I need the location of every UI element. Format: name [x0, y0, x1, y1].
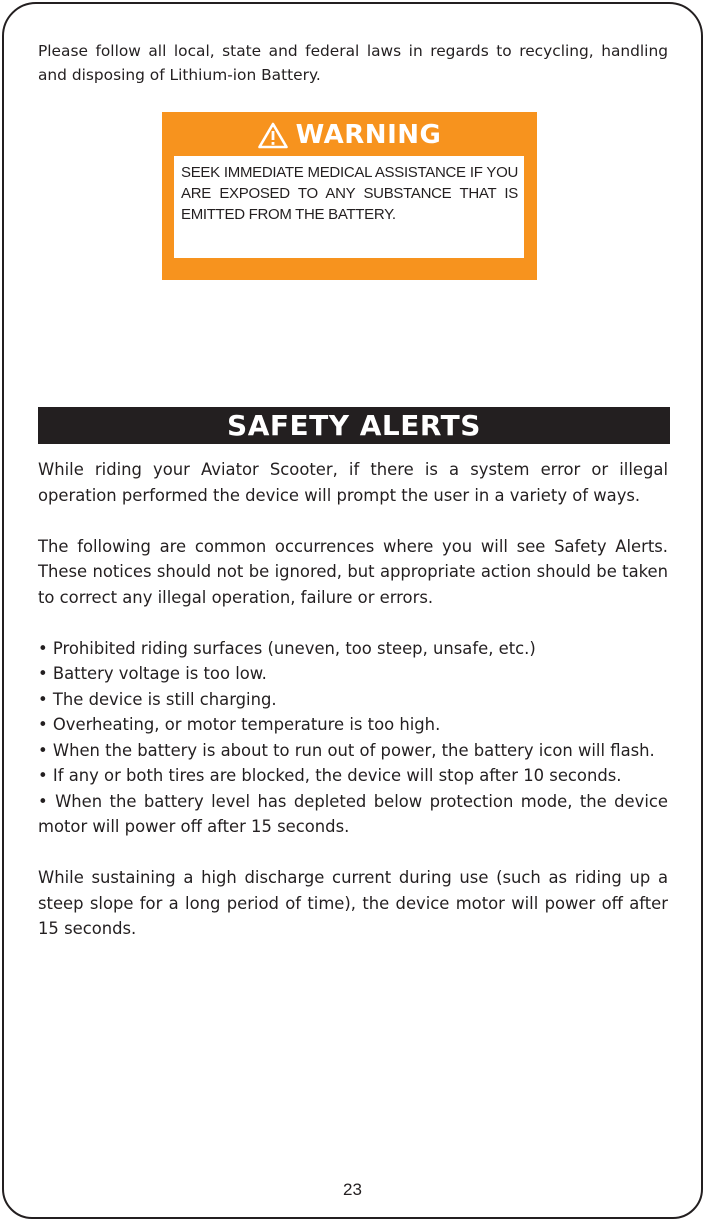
list-item: • When the battery is about to run out of power, the battery icon will flash.: [38, 740, 655, 760]
warning-header: [162, 118, 537, 152]
list-item: • Overheating, or motor temperature is too high.: [38, 715, 441, 734]
list-item: • If any or both tires are blocked, the device will stop after 10 seconds.: [38, 766, 622, 785]
list-item: • Battery voltage is too low.: [38, 664, 267, 683]
battery-disposal-notice: Please follow all local, state and federal laws in regards to recycling, handling and disposing of Lithium-ion Battery.: [38, 42, 668, 84]
page-frame: [2, 2, 703, 1219]
page-number: 23: [343, 1180, 362, 1199]
warning-triangle-icon: [258, 122, 288, 149]
list-item: • When the battery level has depleted below protection mode, the device motor will power off after 15 seconds.: [38, 791, 668, 836]
safety-alerts-body: [38, 457, 668, 967]
discharge-paragraph: While sustaining a high discharge current during use (such as riding up a steep slope for a long period of time), the device motor will power off after 15 seconds.: [38, 868, 668, 938]
warning-title: WARNING: [295, 120, 442, 150]
warning-box: [162, 112, 537, 280]
list-item: • Prohibited riding surfaces (uneven, too steep, unsafe, etc.): [38, 638, 536, 658]
list-item: • The device is still charging.: [38, 689, 277, 709]
section-title-bar: [38, 407, 670, 444]
intro-paragraph: While riding your Aviator Scooter, if there is a system error or illegal operation performed the device will prompt the user in a variety of ways.: [38, 460, 668, 505]
alert-list: [38, 636, 668, 840]
warning-message: SEEK IMMEDIATE MEDICAL ASSISTANCE IF YOU ARE EXPOSED TO ANY SUBSTANCE THAT IS EMITTED FROM THE BATTERY.: [174, 156, 524, 258]
occurrences-paragraph: The following are common occurrences where you will see Safety Alerts. These notices should not be ignored, but appropriate action should be taken to correct any illegal operation, failure or errors.: [38, 536, 668, 607]
section-title: SAFETY ALERTS: [227, 409, 481, 442]
